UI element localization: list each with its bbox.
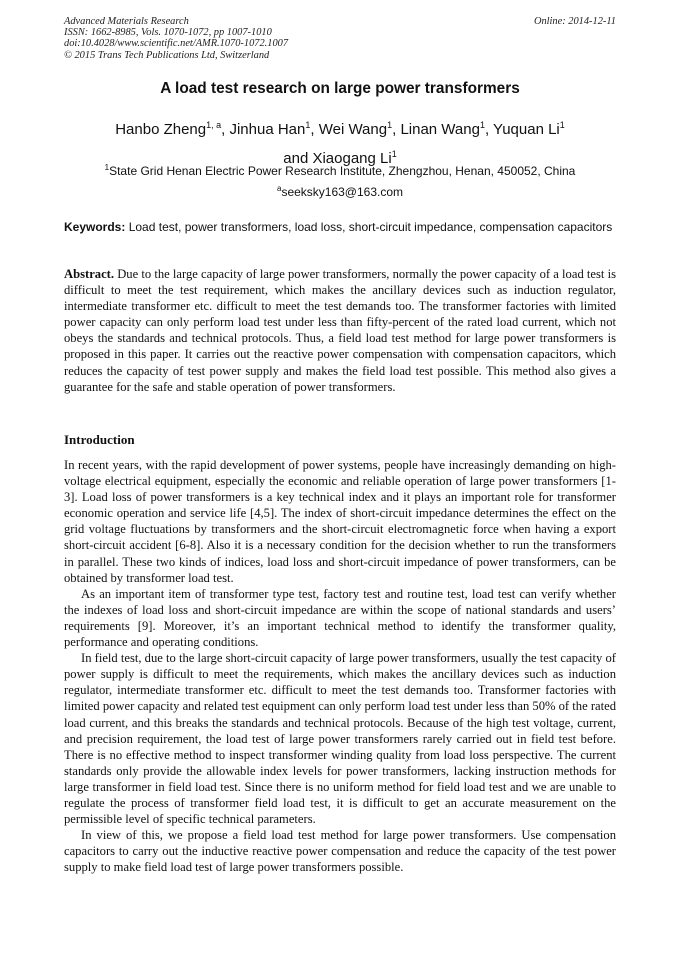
author-affil-mark: 1, a (206, 120, 222, 130)
affiliation-text: State Grid Henan Electric Power Research Institute, Zhengzhou, Henan, 450052, China (109, 164, 576, 178)
email-address[interactable]: seeksky163@163.com (281, 185, 404, 199)
author-name: Wei Wang (318, 121, 388, 138)
paragraph: In field test, due to the large short-circuit capacity of large power transformers, usually the test capacity of power supply is difficult to meet the requirements, which makes the ancillary devices such as induction regulator, intermediate transformer etc. difficult to meet the test demands too. Transformer factories with limited power capacity and related test equipment can only perform load test under less than 50% of the rated load current, and this breaks the standards and technical protocols. Because of the high test voltage, current, and precision requirement, the load test of large power transformers rarely carried out in field test before. There is no effective method to inspect transformer winding quality from load loss perspective. The current standards only provide the allowable index levels for power transformers, lacking instruction methods for large transformer in field load test. Since there is no uniform method for field load test and we are unable to regulate the process of transformer field load test, it is difficult to get an accurate measurement on the permissible level of specific technical parameters. (64, 651, 616, 827)
keywords-label: Keywords: (64, 220, 126, 234)
author-name: Xiaogang Li (312, 150, 392, 167)
issn-line: ISSN: 1662-8985, Vols. 1070-1072, pp 1007-1010 (64, 27, 272, 39)
author-list: Hanbo Zheng$^{1, a}$, Jinhua Han$^1$, Wei Wang$^1$, Linan Wang$^1$, Yuquan Li$^1$ and Xiaogang Li$^1$ (115, 120, 565, 167)
paper-title: A load test research on large power transformers (160, 80, 520, 97)
author-name: Linan Wang (400, 121, 480, 138)
journal-header (64, 16, 616, 61)
author-affil-mark: 1 (305, 120, 311, 130)
author-name: Yuquan Li (493, 121, 560, 138)
author-affil-mark: 1 (391, 149, 397, 159)
copyright-line: © 2015 Trans Tech Publications Ltd, Switzerland (64, 49, 270, 61)
online-date: Online: 2014-12-11 (533, 16, 616, 27)
doi-line: doi:10.4028/www.scientific.net/AMR.1070-1072.1007 (64, 38, 289, 50)
email-mark: a (276, 184, 282, 193)
paragraph: As an important item of transformer type test, factory test and routine test, load test can verify whether the indexes of load loss and short-circuit impedance are within the scope of national standards and users’ requirements [9]. Moreover, it’s an important technical method to identify the transformer quality, performance and operating conditions. (64, 586, 616, 650)
author-name: Hanbo Zheng (115, 121, 207, 138)
abstract-label: Abstract. (64, 267, 115, 281)
abstract-block (64, 266, 616, 395)
affiliation-mark: 1 (104, 163, 110, 172)
author-affil-mark: 1 (387, 120, 393, 130)
paragraph: In recent years, with the rapid development of power systems, people have increasingly demanding on high-voltage electrical equipment, especially the economic and reliable operation of large power transformers [1-3]. Load loss of power transformers is a key technical index and it plays an important role for transformer economic operation and service life [4,5]. The index of short-circuit impedance determines the effect on the grid voltage fluctuations by transformers and the short-circuit electromagnetic force when having a export short-circuit accident [6-8]. Also it is a necessary condition for the decision whether to run the transformers in parallel. These two kinds of indices, load loss and short-circuit impedance of power transformers, can be obtained by transformer load test. (64, 458, 616, 585)
abstract-text: Due to the large capacity of large power transformers, normally the power capacity of a load test is difficult to meet the test requirement, which makes the ancillary devices such as induction regulator, intermediate transformer etc. difficult to meet the test demands too. The transformer factories with limited power capacity can only perform load test under less than fifty-percent of the rated load current, which not obeys the standards and technical protocols. Thus, a field load test method for large power transformers is proposed in this paper. It carries out the reactive power compensation with compensation capacitors, which reduces the capacity of test power supply and makes the field load test possible. This method also gives a guarantee for the safe and stable operation of power transformers. (64, 267, 616, 394)
introduction-section (64, 457, 616, 875)
journal-name: Advanced Materials Research (64, 16, 189, 27)
paragraph: In view of this, we propose a field load test method for large power transformers. Use compensation capacitors to carry out the inductive reactive power compensation and reduce the capacity of the test power supply to make field load test of large power transformers possible. (64, 828, 616, 875)
keywords-block (64, 220, 616, 235)
section-heading-introduction: Introduction (64, 432, 135, 447)
author-affil-mark: 1 (479, 120, 485, 130)
author-email (64, 184, 616, 199)
author-connector: and (283, 150, 313, 167)
author-name: Jinhua Han (229, 121, 306, 138)
affiliation (64, 163, 616, 178)
author-affil-mark: 1 (559, 120, 565, 130)
keywords-text: Load test, power transformers, load loss, short-circuit impedance, compensation capacitors (128, 220, 613, 234)
